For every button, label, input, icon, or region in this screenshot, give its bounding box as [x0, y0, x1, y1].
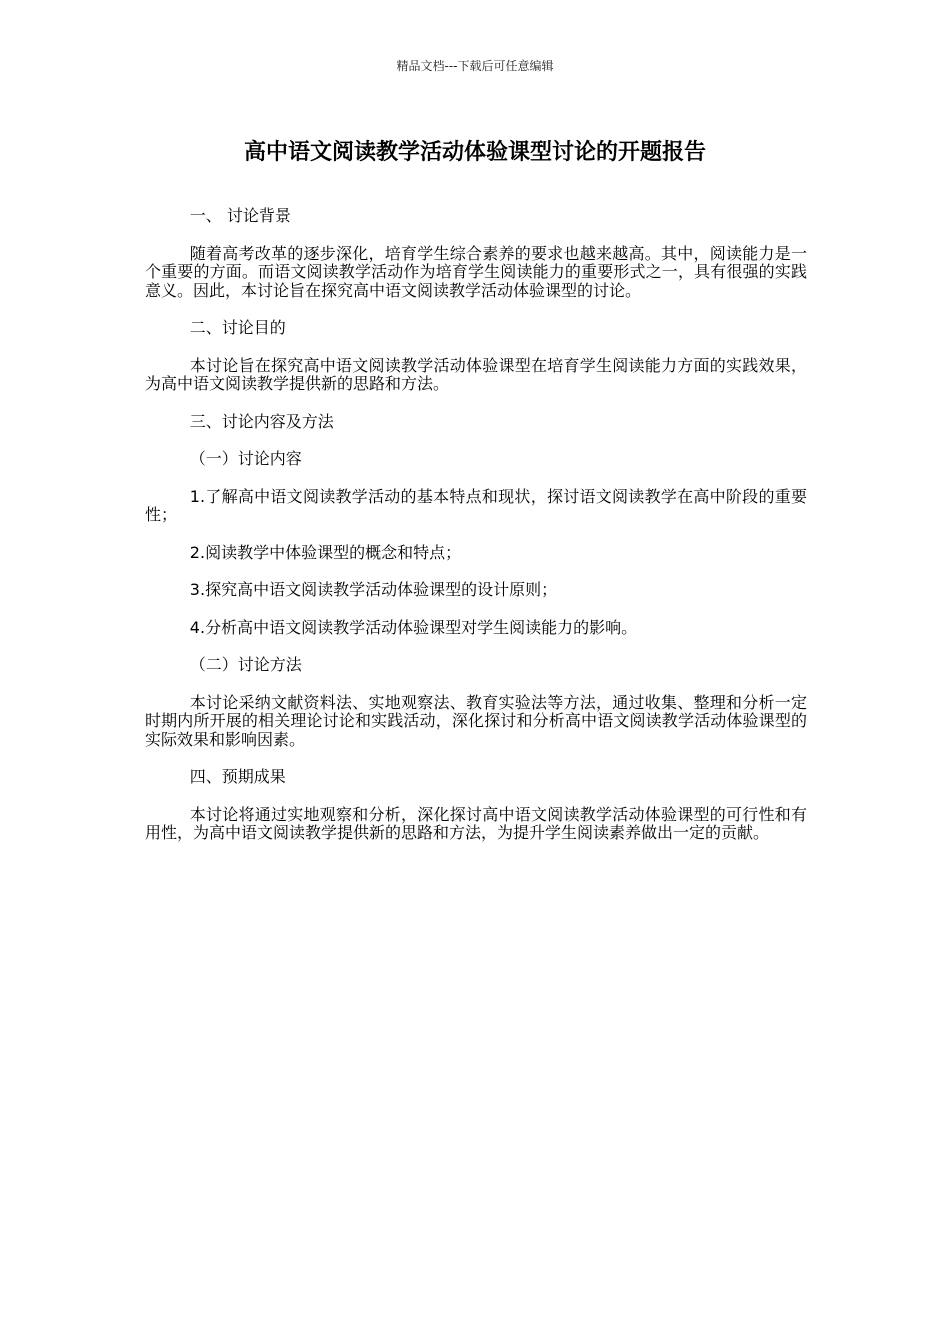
list-item-content-1: 1.了解高中语文阅读教学活动的基本特点和现状，探讨语文阅读教学在高中阶段的重要性；: [145, 486, 807, 524]
section-heading-background: 一、 讨论背景: [189, 206, 291, 225]
section-heading-content-methods: 三、讨论内容及方法: [189, 411, 334, 431]
subsection-heading-content: （一）讨论内容: [189, 449, 302, 468]
subsection-heading-methods: （二）讨论方法: [189, 655, 302, 674]
paragraph-background: 随着高考改革的逐步深化，培育学生综合素养的要求也越来越高。其中，阅读能力是一个重要的方面。而语文阅读教学活动作为培育学生阅读能力的重要形式之一，具有很强的实践意义。因此，本讨论旨在探究高中语文阅读教学活动体验课型的讨论。: [145, 243, 807, 300]
paragraph-methods: 本讨论采纳文献资料法、实地观察法、教育实验法等方法，通过收集、整理和分析一定时期内所开展的相关理论讨论和实践活动，深化探讨和分析高中语文阅读教学活动体验课型的实际效果和影响因素。: [145, 692, 807, 749]
document-title: 高中语文阅读教学活动体验课型讨论的开题报告: [243, 140, 706, 165]
section-heading-expected-results: 四、预期成果: [189, 767, 286, 786]
list-item-content-3: 3.探究高中语文阅读教学活动体验课型的设计原则；: [189, 580, 558, 599]
list-item-content-4: 4.分析高中语文阅读教学活动体验课型对学生阅读能力的影响。: [189, 617, 638, 637]
header-note: 精品文档---下载后可任意编辑: [396, 59, 554, 73]
paragraph-purpose: 本讨论旨在探究高中语文阅读教学活动体验课型在培育学生阅读能力方面的实践效果，为高中语文阅读教学提供新的思路和方法。: [145, 355, 807, 393]
document-body: [145, 207, 807, 862]
paragraph-expected-results: 本讨论将通过实地观察和分析，深化探讨高中语文阅读教学活动体验课型的可行性和有用性，为高中语文阅读教学提供新的思路和方法，为提升学生阅读素养做出一定的贡献。: [145, 804, 807, 842]
list-item-content-2: 2.阅读教学中体验课型的概念和特点；: [189, 542, 462, 562]
section-heading-purpose: 二、讨论目的: [189, 318, 286, 337]
